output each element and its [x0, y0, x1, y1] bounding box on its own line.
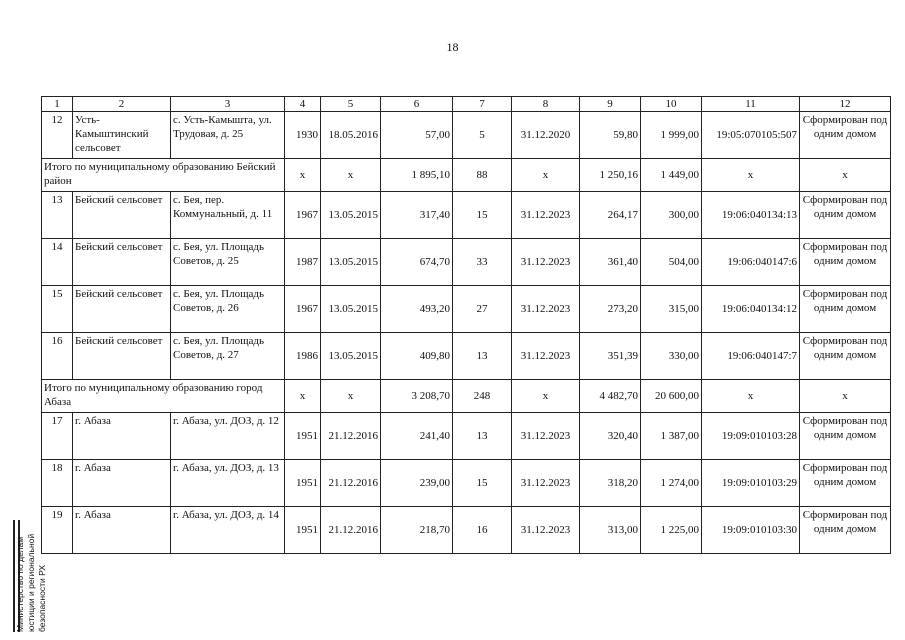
subtotal-cell-col-10: 20 600,00 — [641, 380, 702, 413]
cell-col-1: 18 — [42, 460, 73, 507]
cell-col-4: 1967 — [285, 192, 321, 239]
cell-col-3: с. Бея, ул. Площадь Советов, д. 27 — [171, 333, 285, 380]
cell-col-6: 218,70 — [381, 507, 453, 554]
subtotal-cell-col-8: х — [512, 380, 580, 413]
cell-col-4: 1930 — [285, 112, 321, 159]
cell-col-5: 13.05.2015 — [321, 239, 381, 286]
cell-col-4: 1951 — [285, 460, 321, 507]
cell-col-9: 273,20 — [580, 286, 641, 333]
cell-col-6: 317,40 — [381, 192, 453, 239]
cell-col-9: 313,00 — [580, 507, 641, 554]
header-cell-3: 3 — [171, 97, 285, 112]
cell-col-8: 31.12.2020 — [512, 112, 580, 159]
cell-col-6: 57,00 — [381, 112, 453, 159]
subtotal-cell-col-12: х — [800, 159, 891, 192]
cell-col-6: 409,80 — [381, 333, 453, 380]
cell-col-10: 1 225,00 — [641, 507, 702, 554]
header-cell-6: 6 — [381, 97, 453, 112]
header-cell-11: 11 — [702, 97, 800, 112]
header-cell-2: 2 — [73, 97, 171, 112]
cell-col-6: 493,20 — [381, 286, 453, 333]
cell-col-11: 19:09:010103:28 — [702, 413, 800, 460]
cell-col-2: Бейский сельсовет — [73, 286, 171, 333]
cell-col-7: 16 — [453, 507, 512, 554]
table-header-row — [42, 97, 891, 112]
cell-col-1: 15 — [42, 286, 73, 333]
subtotal-cell-col-9: 1 250,16 — [580, 159, 641, 192]
cell-col-8: 31.12.2023 — [512, 460, 580, 507]
cell-col-5: 13.05.2015 — [321, 333, 381, 380]
cell-col-10: 300,00 — [641, 192, 702, 239]
subtotal-cell-col-12: х — [800, 380, 891, 413]
cell-col-9: 318,20 — [580, 460, 641, 507]
cell-col-3: г. Абаза, ул. ДОЗ, д. 14 — [171, 507, 285, 554]
table-row — [42, 112, 891, 159]
cell-col-5: 13.05.2015 — [321, 286, 381, 333]
cell-col-9: 59,80 — [580, 112, 641, 159]
cell-col-11: 19:06:040147:7 — [702, 333, 800, 380]
cell-col-6: 674,70 — [381, 239, 453, 286]
cell-col-11: 19:06:040134:12 — [702, 286, 800, 333]
cell-col-10: 1 999,00 — [641, 112, 702, 159]
cell-col-5: 21.12.2016 — [321, 413, 381, 460]
table-row — [42, 239, 891, 286]
stamp-line-3: безопасности РХ — [37, 564, 47, 632]
subtotal-cell-col-11: х — [702, 159, 800, 192]
cell-col-3: г. Абаза, ул. ДОЗ, д. 13 — [171, 460, 285, 507]
cell-col-11: 19:05:070105:507 — [702, 112, 800, 159]
cell-col-9: 264,17 — [580, 192, 641, 239]
stamp-line-1: Министерство по делам — [15, 536, 25, 632]
subtotal-cell-col-11: х — [702, 380, 800, 413]
cell-col-1: 14 — [42, 239, 73, 286]
cell-col-1: 19 — [42, 507, 73, 554]
subtotal-cell-col-5: х — [321, 380, 381, 413]
stamp-text — [15, 520, 59, 632]
subtotal-cell-col-10: 1 449,00 — [641, 159, 702, 192]
cell-col-7: 15 — [453, 192, 512, 239]
cell-col-8: 31.12.2023 — [512, 192, 580, 239]
cell-col-7: 13 — [453, 333, 512, 380]
cell-col-3: с. Бея, пер. Коммунальный, д. 11 — [171, 192, 285, 239]
cell-col-12: Сформирован под одним домом — [800, 413, 891, 460]
cell-col-8: 31.12.2023 — [512, 413, 580, 460]
cell-col-2: Бейский сельсовет — [73, 239, 171, 286]
cell-col-11: 19:09:010103:29 — [702, 460, 800, 507]
cell-col-1: 13 — [42, 192, 73, 239]
cell-col-12: Сформирован под одним домом — [800, 460, 891, 507]
cell-col-5: 21.12.2016 — [321, 507, 381, 554]
header-cell-12: 12 — [800, 97, 891, 112]
cell-col-1: 12 — [42, 112, 73, 159]
registration-stamp — [9, 520, 55, 632]
subtotal-cell-col-4: х — [285, 380, 321, 413]
cell-col-10: 1 274,00 — [641, 460, 702, 507]
cell-col-2: г. Абаза — [73, 460, 171, 507]
subtotal-cell-col-7: 248 — [453, 380, 512, 413]
cell-col-12: Сформирован под одним домом — [800, 507, 891, 554]
cell-col-12: Сформирован под одним домом — [800, 112, 891, 159]
cell-col-2: Бейский сельсовет — [73, 333, 171, 380]
cell-col-9: 351,39 — [580, 333, 641, 380]
subtotal-cell-col-7: 88 — [453, 159, 512, 192]
table-row — [42, 413, 891, 460]
cell-col-9: 361,40 — [580, 239, 641, 286]
cell-col-3: с. Бея, ул. Площадь Советов, д. 25 — [171, 239, 285, 286]
table-row — [42, 460, 891, 507]
subtotal-cell-col-4: х — [285, 159, 321, 192]
table-row — [42, 507, 891, 554]
cell-col-7: 13 — [453, 413, 512, 460]
page-number: 18 — [446, 40, 459, 54]
table-row — [42, 333, 891, 380]
cell-col-12: Сформирован под одним домом — [800, 192, 891, 239]
cell-col-4: 1986 — [285, 333, 321, 380]
cell-col-5: 18.05.2016 — [321, 112, 381, 159]
header-cell-1: 1 — [42, 97, 73, 112]
cell-col-11: 19:06:040134:13 — [702, 192, 800, 239]
cell-col-9: 320,40 — [580, 413, 641, 460]
cell-col-7: 5 — [453, 112, 512, 159]
subtotal-cell-col-9: 4 482,70 — [580, 380, 641, 413]
cell-col-4: 1967 — [285, 286, 321, 333]
cell-col-11: 19:09:010103:30 — [702, 507, 800, 554]
header-cell-8: 8 — [512, 97, 580, 112]
cell-col-6: 239,00 — [381, 460, 453, 507]
header-cell-7: 7 — [453, 97, 512, 112]
cell-col-2: г. Абаза — [73, 507, 171, 554]
cell-col-7: 15 — [453, 460, 512, 507]
cell-col-5: 13.05.2015 — [321, 192, 381, 239]
subtotal-row — [42, 380, 891, 413]
header-cell-5: 5 — [321, 97, 381, 112]
cell-col-11: 19:06:040147:6 — [702, 239, 800, 286]
cell-col-10: 330,00 — [641, 333, 702, 380]
cell-col-12: Сформирован под одним домом — [800, 333, 891, 380]
cell-col-12: Сформирован под одним домом — [800, 286, 891, 333]
cell-col-3: г. Абаза, ул. ДОЗ, д. 12 — [171, 413, 285, 460]
subtotal-row — [42, 159, 891, 192]
cell-col-8: 31.12.2023 — [512, 286, 580, 333]
cell-col-8: 31.12.2023 — [512, 239, 580, 286]
cell-col-10: 504,00 — [641, 239, 702, 286]
subtotal-cell-col-6: 3 208,70 — [381, 380, 453, 413]
cell-col-3: с. Усть-Камышта, ул. Трудовая, д. 25 — [171, 112, 285, 159]
cell-col-4: 1951 — [285, 507, 321, 554]
cell-col-6: 241,40 — [381, 413, 453, 460]
header-cell-9: 9 — [580, 97, 641, 112]
cell-col-1: 17 — [42, 413, 73, 460]
cell-col-8: 31.12.2023 — [512, 333, 580, 380]
cell-col-4: 1951 — [285, 413, 321, 460]
cell-col-2: Усть-Камыштинский сельсовет — [73, 112, 171, 159]
cell-col-12: Сформирован под одним домом — [800, 239, 891, 286]
stamp-line-2: юстиции и региональной — [26, 533, 36, 632]
header-cell-10: 10 — [641, 97, 702, 112]
subtotal-cell-col-6: 1 895,10 — [381, 159, 453, 192]
cell-col-5: 21.12.2016 — [321, 460, 381, 507]
subtotal-label: Итого по муниципальному образованию Бейский район — [42, 159, 285, 192]
subtotal-label: Итого по муниципальному образованию город Абаза — [42, 380, 285, 413]
cell-col-10: 1 387,00 — [641, 413, 702, 460]
table-row — [42, 286, 891, 333]
cell-col-4: 1987 — [285, 239, 321, 286]
subtotal-cell-col-8: х — [512, 159, 580, 192]
cell-col-3: с. Бея, ул. Площадь Советов, д. 26 — [171, 286, 285, 333]
cell-col-2: Бейский сельсовет — [73, 192, 171, 239]
housing-register-table — [41, 96, 891, 554]
cell-col-2: г. Абаза — [73, 413, 171, 460]
header-cell-4: 4 — [285, 97, 321, 112]
subtotal-cell-col-5: х — [321, 159, 381, 192]
cell-col-7: 27 — [453, 286, 512, 333]
cell-col-8: 31.12.2023 — [512, 507, 580, 554]
table-row — [42, 192, 891, 239]
cell-col-7: 33 — [453, 239, 512, 286]
cell-col-10: 315,00 — [641, 286, 702, 333]
cell-col-1: 16 — [42, 333, 73, 380]
